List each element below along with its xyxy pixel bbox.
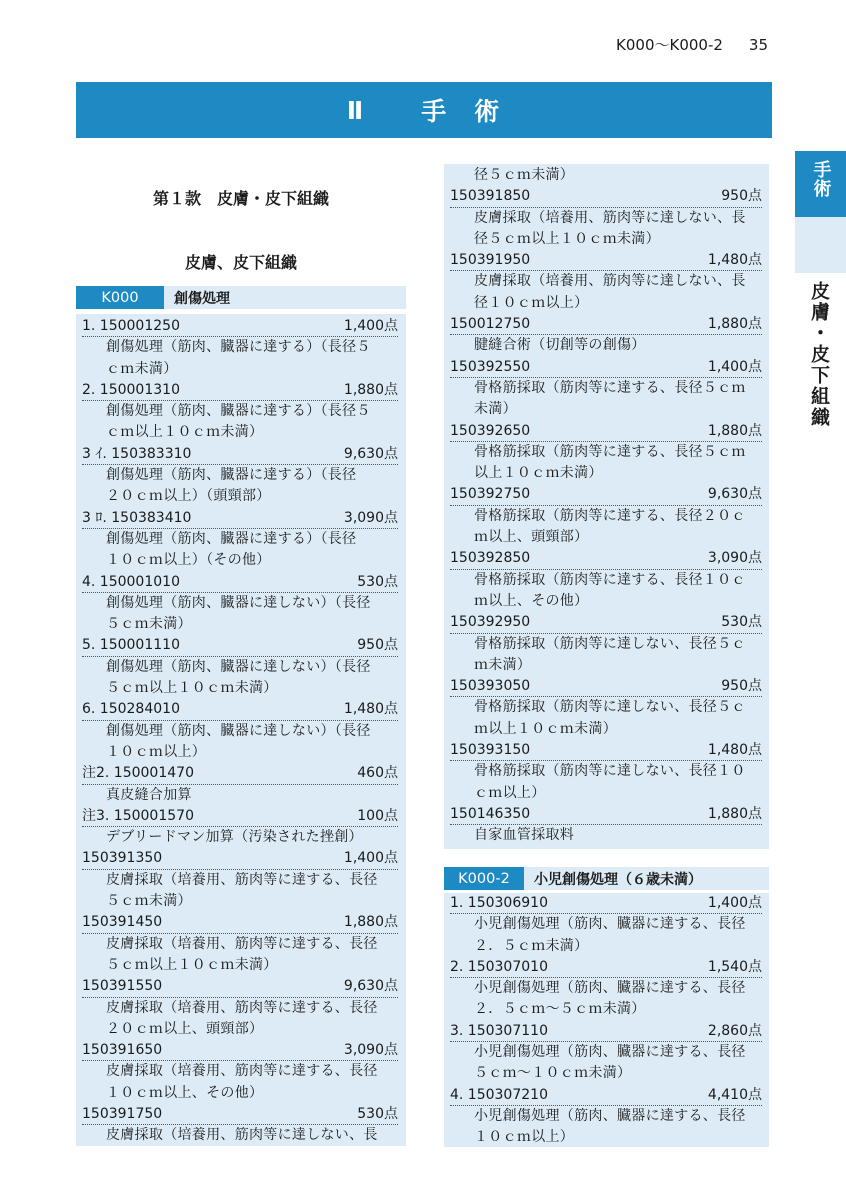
entry-description-line: 以上１０ｃｍ未満） xyxy=(474,465,603,482)
entry-code: 150146350 xyxy=(450,805,531,822)
entry-description-line: １０ｃｍ以上）（その他） xyxy=(106,552,271,569)
entry-description-line: ２０ｃｍ以上、頭頸部） xyxy=(106,1020,264,1037)
entry-points: 3,090点 xyxy=(343,509,398,526)
entry-description-line: 骨格筋採取（筋肉等に達する、長径５ｃｍ xyxy=(474,443,746,460)
side-tab-background xyxy=(795,217,846,273)
code-title: 創傷処理 xyxy=(174,290,230,307)
entry-description xyxy=(82,593,398,636)
entry-points: 1,400点 xyxy=(343,318,398,334)
entry-code: 150391550 xyxy=(82,978,163,995)
entry-code: 3. 150307110 xyxy=(450,1022,548,1039)
page-number: 35 xyxy=(748,36,768,54)
entry-description xyxy=(82,998,398,1041)
entry-points: 9,630点 xyxy=(707,486,762,503)
entry-description-line: 創傷処理（筋肉、臓器に達する）（長径 xyxy=(106,530,357,547)
entry-points: 1,880点 xyxy=(343,381,398,398)
entry-description-line: ｍ以上１０ｃｍ未満） xyxy=(474,720,617,737)
entry-description-line: 創傷処理（筋肉、臓器に達する）（長径５ xyxy=(106,403,371,420)
entry-description-line: 皮膚採取（培養用、筋肉等に達する、長径 xyxy=(106,1063,378,1080)
entry-code-row xyxy=(82,316,398,337)
entry-points: 1,480点 xyxy=(707,252,762,269)
entry-code: 150391850 xyxy=(450,188,531,205)
entry-points: 530点 xyxy=(357,1105,398,1122)
entry-description xyxy=(82,401,398,444)
entry-description-line: 径５ｃｍ以上１０ｃｍ未満） xyxy=(474,230,660,247)
entry-code-row xyxy=(82,444,398,465)
entry-description-line: ５ｃｍ～１０ｃｍ未満） xyxy=(474,1065,632,1082)
entry-code-row xyxy=(82,976,398,997)
entry-description-line: ５ｃｍ未満） xyxy=(106,616,192,633)
entry-code: 2. 150001310 xyxy=(82,381,180,398)
entry-description xyxy=(450,442,762,485)
entry-code-row xyxy=(450,740,762,761)
entry-description-line: 小児創傷処理（筋肉、臓器に達する、長径 xyxy=(474,980,746,997)
entry-description-line: 小児創傷処理（筋肉、臓器に達する、長径 xyxy=(474,1107,746,1124)
side-tab-section: 皮膚・皮下組織 xyxy=(808,281,830,428)
entry-description-line: 径１０ｃｍ以上） xyxy=(474,294,589,311)
entry-code: 150392550 xyxy=(450,358,531,375)
entry-points: 530点 xyxy=(721,614,762,631)
entry-code-row xyxy=(82,380,398,401)
entry-description xyxy=(450,335,762,356)
entry-code-row xyxy=(82,1104,398,1125)
entry-description-line: ２０ｃｍ以上）（頭頸部） xyxy=(106,488,271,505)
entry-description-line: 骨格筋採取（筋肉等に達しない、長径５ｃ xyxy=(474,699,746,716)
entry-description-line: 創傷処理（筋肉、臓器に達する）（長径 xyxy=(106,467,357,484)
entry-description-line: 小児創傷処理（筋肉、臓器に達する、長径 xyxy=(474,1044,746,1061)
entry-code: 150392950 xyxy=(450,614,531,631)
entry-description-line: １０ｃｍ以上、その他） xyxy=(106,1084,264,1101)
entry-description-line: 皮膚採取（培養用、筋肉等に達する、長径 xyxy=(106,935,378,952)
entry-code-row xyxy=(82,763,398,784)
entry-code-row xyxy=(450,186,762,207)
entry-points: 950点 xyxy=(721,678,762,695)
entry-description-line: ｃｍ未満） xyxy=(106,360,178,377)
entry-description-line: ２．５ｃｍ～５ｃｍ未満） xyxy=(474,1001,646,1018)
entry-code-row xyxy=(450,957,762,978)
entry-description-line: ｃｍ以上１０ｃｍ未満） xyxy=(106,424,264,441)
entry-description-line: ｍ以上、その他） xyxy=(474,592,589,609)
entry-code-row xyxy=(450,804,762,825)
entry-points: 1,400点 xyxy=(707,895,762,911)
entry-code: 4. 150001010 xyxy=(82,573,180,590)
entry-points: 1,540点 xyxy=(707,958,762,975)
entry-code-row xyxy=(82,1040,398,1061)
entry-code: 150391750 xyxy=(82,1105,163,1122)
entry-points: 3,090点 xyxy=(707,550,762,567)
entry-description-line: 腱縫合術（切創等の創傷） xyxy=(474,337,646,354)
entry-points: 1,480点 xyxy=(343,701,398,718)
entry-description-line: 皮膚採取（培養用、筋肉等に達しない、長 xyxy=(474,273,746,290)
entry-code-row xyxy=(82,912,398,933)
entry-code: 5. 150001110 xyxy=(82,637,180,654)
entry-description xyxy=(82,337,398,380)
entry-code-row xyxy=(82,635,398,656)
entry-description xyxy=(450,978,762,1021)
entry-points: 2,860点 xyxy=(707,1022,762,1039)
entry-description xyxy=(82,827,398,848)
entry-description xyxy=(450,271,762,314)
code-tag: K000 xyxy=(76,286,164,309)
entry-description-line: 創傷処理（筋肉、臓器に達する）（長径５ xyxy=(106,339,371,356)
entry-code: 注3. 150001570 xyxy=(82,807,194,824)
entry-description xyxy=(450,634,762,677)
entry-description-line: ５ｃｍ以上１０ｃｍ未満） xyxy=(106,956,278,973)
entry-code-row xyxy=(82,508,398,529)
entry-description-line: 創傷処理（筋肉、臓器に達しない）（長径 xyxy=(106,722,371,739)
entry-description-line: 骨格筋採取（筋肉等に達する、長径５ｃｍ xyxy=(474,379,746,396)
entry-description xyxy=(450,825,762,846)
entry-description xyxy=(450,1106,762,1149)
k000-2-entries xyxy=(450,893,762,1149)
entry-description xyxy=(82,721,398,764)
entry-points: 1,880点 xyxy=(707,316,762,333)
entry-description-line: 骨格筋採取（筋肉等に達する、長径１０ｃ xyxy=(474,571,746,588)
chapter-title xyxy=(421,92,501,128)
entry-code: 1. 150001250 xyxy=(82,318,180,334)
entry-description-line: 自家血管採取料 xyxy=(474,827,575,844)
entry-description-line: ５ｃｍ未満） xyxy=(106,893,192,910)
entry-description-line: デブリードマン加算（汚染された挫創） xyxy=(106,829,363,846)
entry-points: 530点 xyxy=(357,573,398,590)
code-tag: K000-2 xyxy=(444,867,524,890)
entry-description: 径５ｃｍ未満） xyxy=(474,167,575,183)
chapter-title-char: 術 xyxy=(474,97,502,126)
k000-entries xyxy=(82,316,398,1147)
entry-code-row xyxy=(450,893,762,914)
entry-description-line: ５ｃｍ以上１０ｃｍ未満） xyxy=(106,680,278,697)
entry-code-row xyxy=(450,421,762,442)
entry-description-line: 創傷処理（筋肉、臓器に達しない）（長径 xyxy=(106,594,371,611)
entry-code: 150012750 xyxy=(450,316,531,333)
chapter-title-char: 手 xyxy=(421,97,449,126)
entry-points: 1,400点 xyxy=(343,850,398,867)
entry-description-line: ｍ未満） xyxy=(474,656,532,673)
chapter-roman-numeral: Ⅱ xyxy=(346,95,366,125)
entry-code-row xyxy=(450,612,762,633)
chapter-banner xyxy=(76,82,772,138)
entry-points: 9,630点 xyxy=(343,445,398,462)
entry-description xyxy=(450,378,762,421)
entry-description xyxy=(450,570,762,613)
entry-description-line: 皮膚採取（培養用、筋肉等に達する、長径 xyxy=(106,999,378,1016)
entry-description-line: １０ｃｍ以上） xyxy=(106,743,207,760)
entry-code-row xyxy=(450,548,762,569)
entry-description xyxy=(450,208,762,251)
entry-code: 150392650 xyxy=(450,422,531,439)
entry-description xyxy=(82,785,398,806)
entry-points: 1,480点 xyxy=(707,742,762,759)
entry-code: 3 ｲ. 150383310 xyxy=(82,445,192,462)
entry-code-row xyxy=(82,806,398,827)
entry-code: 150392750 xyxy=(450,486,531,503)
entry-code: 150391350 xyxy=(82,850,163,867)
entry-code-row xyxy=(450,250,762,271)
entry-description xyxy=(82,1061,398,1104)
entry-description-line: 未満） xyxy=(474,401,517,418)
entry-code-row xyxy=(82,699,398,720)
entry-code: 6. 150284010 xyxy=(82,701,180,718)
entry-description-line: 骨格筋採取（筋肉等に達しない、長径５ｃ xyxy=(474,635,746,652)
entry-description-line: 骨格筋採取（筋肉等に達する、長径２０ｃ xyxy=(474,507,746,524)
entry-code-row xyxy=(82,572,398,593)
entry-description-line: １０ｃｍ以上） xyxy=(474,1129,575,1146)
entry-description xyxy=(82,934,398,977)
entry-code-row xyxy=(450,1021,762,1042)
entry-description xyxy=(450,697,762,740)
entry-code-row xyxy=(450,1085,762,1106)
entry-code: 150391650 xyxy=(82,1042,163,1059)
entry-description xyxy=(450,914,762,957)
entry-description-line: 小児創傷処理（筋肉、臓器に達する、長径 xyxy=(474,916,746,933)
entry-code: 4. 150307210 xyxy=(450,1086,548,1103)
code-title: 小児創傷処理（６歳未満） xyxy=(534,871,702,888)
entry-points: 9,630点 xyxy=(343,978,398,995)
entry-code: 注2. 150001470 xyxy=(82,765,194,782)
entry-description xyxy=(82,529,398,572)
entry-description-line: 真皮縫合加算 xyxy=(106,786,192,803)
entry-points: 100点 xyxy=(357,807,398,824)
entry-code-row xyxy=(450,314,762,335)
entry-description xyxy=(82,1125,398,1146)
entry-description xyxy=(82,870,398,913)
section-title: 第１款 皮膚・皮下組織 xyxy=(152,189,329,208)
entry-description xyxy=(82,465,398,508)
entry-code: 3 ﾛ. 150383410 xyxy=(82,509,192,526)
entry-code: 150391450 xyxy=(82,914,163,931)
subsection-title: 皮膚、皮下組織 xyxy=(184,253,297,272)
entry-description xyxy=(450,1042,762,1085)
entry-description-line: 創傷処理（筋肉、臓器に達しない）（長径 xyxy=(106,658,371,675)
entry-code: 150393150 xyxy=(450,742,531,759)
entry-description-line: ｍ以上、頭頸部） xyxy=(474,529,589,546)
page-range: K000～K000-2 xyxy=(616,36,723,54)
k000-continued-entries xyxy=(450,165,762,847)
entry-description-line: 皮膚採取（培養用、筋肉等に達する、長径 xyxy=(106,871,378,888)
entry-points: 1,880点 xyxy=(707,422,762,439)
entry-code: 1. 150306910 xyxy=(450,895,548,911)
entry-points: 1,880点 xyxy=(343,914,398,931)
entry-description-line: 皮膚採取（培養用、筋肉等に達しない、長 xyxy=(106,1127,378,1144)
entry-points: 3,090点 xyxy=(343,1042,398,1059)
entry-points: 1,400点 xyxy=(707,358,762,375)
entry-points: 950点 xyxy=(721,188,762,205)
entry-description xyxy=(450,506,762,549)
entry-points: 460点 xyxy=(357,765,398,782)
side-tab-chapter: 手術 xyxy=(795,151,846,217)
entry-code-row xyxy=(450,484,762,505)
entry-points: 4,410点 xyxy=(707,1086,762,1103)
k000-2-header xyxy=(444,867,769,890)
entry-code: 150392850 xyxy=(450,550,531,567)
entry-code: 150391950 xyxy=(450,252,531,269)
entry-description xyxy=(450,761,762,804)
entry-points: 950点 xyxy=(357,637,398,654)
entry-code-row xyxy=(82,848,398,869)
entry-description-line: 皮膚採取（培養用、筋肉等に達しない、長 xyxy=(474,209,746,226)
entry-description-line: ｃｍ以上） xyxy=(474,784,546,801)
entry-description-line: ２．５ｃｍ未満） xyxy=(474,937,589,954)
entry-description xyxy=(82,657,398,700)
running-header xyxy=(616,34,768,55)
entry-code-row xyxy=(450,676,762,697)
entry-description-line: 骨格筋採取（筋肉等に達しない、長径１０ xyxy=(474,763,746,780)
k000-header xyxy=(76,286,406,309)
entry-points: 1,880点 xyxy=(707,805,762,822)
entry-code: 150393050 xyxy=(450,678,531,695)
entry-code: 2. 150307010 xyxy=(450,958,548,975)
entry-code-row xyxy=(450,357,762,378)
